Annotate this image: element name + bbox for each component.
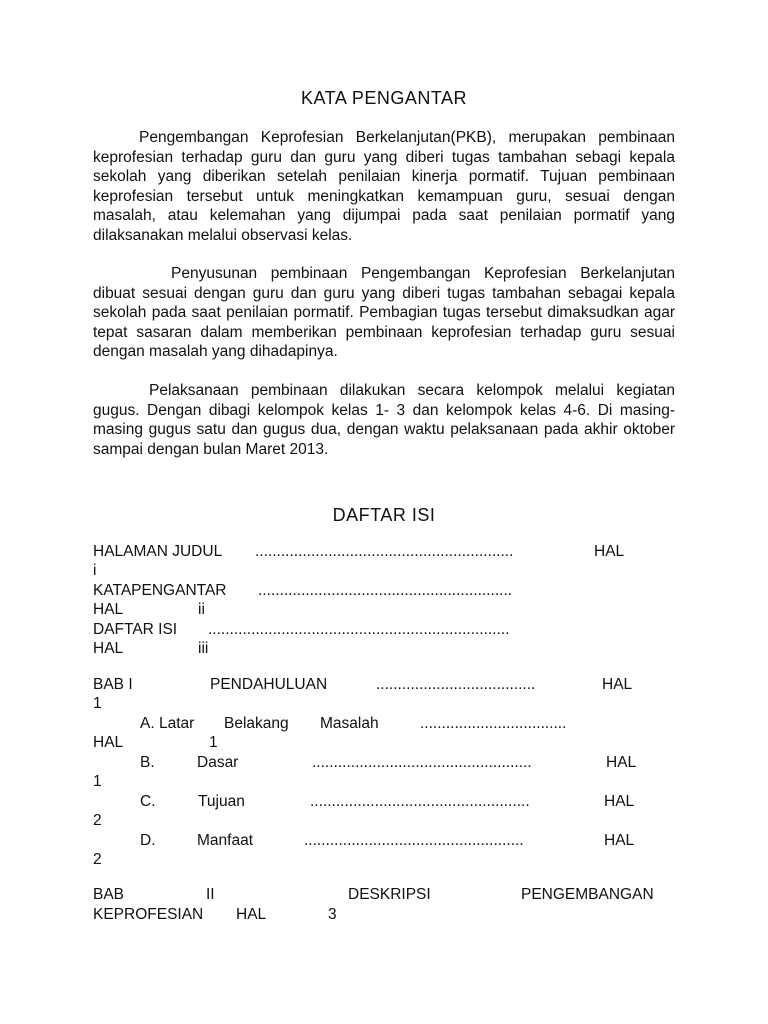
toc-label: HALAMAN JUDUL [93,543,223,560]
toc-page-number: 2 [93,851,102,868]
toc-label: PENDAHULUAN [210,676,328,693]
toc-hal: HAL [606,754,637,771]
toc-label-word: Masalah [320,715,379,732]
toc-hal: HAL [93,640,124,657]
toc-dots: .................................. [420,715,567,732]
toc-page-number: 1 [93,695,102,712]
toc-label-word: PENGEMBANGAN [521,886,654,903]
toc-label-word: Belakang [224,715,289,732]
toc-letter: A. Latar [140,715,195,732]
toc-hal: HAL [93,734,124,751]
toc-letter: C. [140,793,156,810]
toc-dots: ........................................................... [258,582,513,599]
paragraph-3: Pelaksanaan pembinaan dilakukan secara kelompok melalui kegiatan gugus. Dengan dibagi kelompok kelas 1- 3 dan kelompok kelas 4-6. Di masing-masing gugus satu dan gugus dua, dengan waktu pelaksanaan pada akhir oktober sampai dengan bulan Maret 2013. [93,382,675,458]
toc-page-number: 2 [93,812,102,829]
toc-page-number: 1 [209,734,218,751]
toc-hal: HAL [604,793,635,810]
toc-dots: ............................................................ [255,543,514,560]
toc-hal: HAL [236,906,267,923]
toc-hal: HAL [93,601,124,618]
toc-label-word: KEPROFESIAN [93,906,204,923]
toc-label-word: DESKRIPSI [348,886,431,903]
toc-label: DAFTAR ISI [93,621,178,638]
toc-hal: HAL [594,543,625,560]
toc-label: KATAPENGANTAR [93,582,227,599]
toc-label: Tujuan [198,793,245,810]
toc-chapter-word: BAB [93,886,125,903]
paragraph-1: Pengembangan Keprofesian Berkelanjutan(PKB), merupakan pembinaan keprofesian terhadap guru dan guru yang diberi tugas tambahan sebagi kepala sekolah yang diberikan setelah penilaian kinerja pormatif. Tujuan pembinaan keprofesian tersebut untuk meningkatkan kemampuan guru, sesuai dengan masalah, atau kelemahan yang dijumpai pada saat penilaian pormatif yang dilaksanakan melalui observasi kelas. [93,129,675,244]
toc-page-number: ii [198,601,205,618]
toc-dots: ..................................... [376,676,536,693]
toc-page-number: iii [198,640,209,657]
toc-dots: ................................................... [310,793,530,810]
toc-page-number: i [93,562,97,579]
toc-letter: B. [140,754,155,771]
toc-hal: HAL [602,676,633,693]
paragraph-2: Penyusunan pembinaan Pengembangan Keprofesian Berkelanjutan dibuat sesuai dengan guru dan guru yang diberi tugas tambahan sebagai kepala sekolah pada saat penilaian pormatif. Pembagian tugas tersebut dimaksudkan agar tepat sasaran dalam memberikan pembinaan keprofesian terhadap guru sesuai dengan masalah yang dihadapinya. [93,265,675,360]
toc-letter: D. [140,832,156,849]
kata-pengantar-title: KATA PENGANTAR [300,88,468,108]
toc-dots: ...................................................................... [208,621,510,638]
toc-chapter-number: BAB I [93,676,133,693]
toc-dots: ................................................... [304,832,524,849]
toc-page-number: 1 [93,773,102,790]
toc-label: Manfaat [197,832,254,849]
toc-page-number: 3 [328,906,337,923]
toc-hal: HAL [604,832,635,849]
toc-chapter-number: II [206,886,215,903]
toc-label: Dasar [197,754,239,771]
toc-dots: ................................................... [312,754,532,771]
daftar-isi-title: DAFTAR ISI [332,505,436,525]
